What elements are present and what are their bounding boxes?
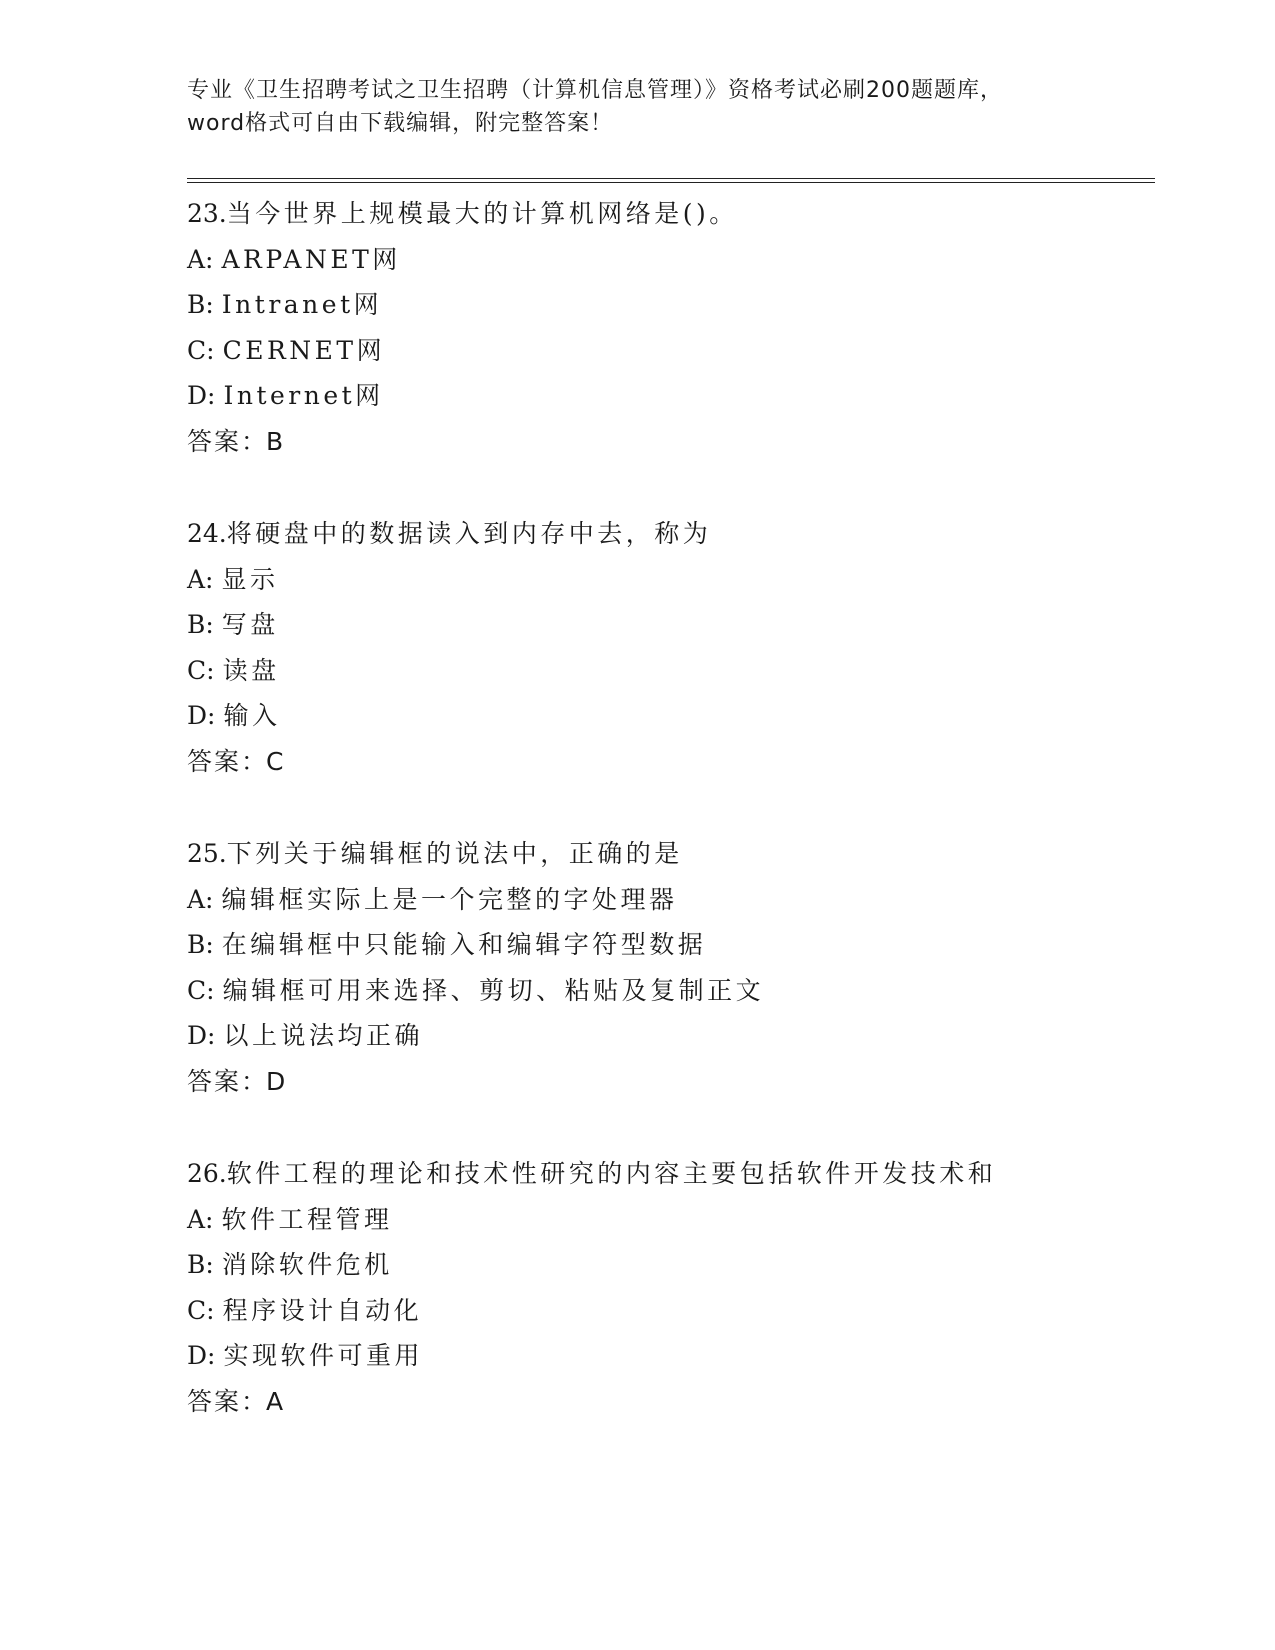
option-a — [187, 557, 1147, 603]
option-text: 输入 — [223, 701, 281, 730]
option-text: CERNET网 — [222, 335, 386, 365]
option-text: 编辑框实际上是一个完整的字处理器 — [221, 884, 678, 914]
option-c — [187, 328, 1147, 374]
answer-separator: ： — [241, 1066, 267, 1096]
question-text: 软件工程的理论和技术性研究的内容主要包括软件开发技术和 — [226, 1159, 997, 1188]
option-letter: C: — [187, 335, 215, 365]
option-text: 程序设计自动化 — [222, 1295, 423, 1325]
option-d — [187, 1333, 1147, 1379]
question-stem — [187, 511, 1147, 557]
answer-separator: ： — [241, 426, 267, 456]
option-b — [187, 282, 1147, 328]
option-c — [187, 968, 1147, 1014]
header-divider — [187, 178, 1155, 183]
option-letter: A: — [187, 244, 214, 274]
question-text: 将硬盘中的数据读入到内存中去，称为 — [226, 519, 712, 548]
option-text: Intranet网 — [221, 290, 383, 319]
option-c — [187, 1288, 1147, 1334]
question-26 — [187, 1151, 1147, 1471]
option-letter: A: — [187, 1204, 214, 1234]
option-text: 在编辑框中只能输入和编辑字符型数据 — [221, 930, 707, 959]
option-letter: D: — [187, 1021, 216, 1050]
answer-value: C — [266, 746, 284, 776]
option-c — [187, 648, 1147, 694]
option-text: ARPANET网 — [221, 244, 401, 274]
option-text: 读盘 — [222, 655, 280, 685]
answer-separator: ： — [241, 1386, 267, 1416]
answer-value: A — [266, 1386, 284, 1416]
option-letter: B: — [187, 290, 214, 319]
option-d — [187, 1013, 1147, 1059]
option-letter: A: — [187, 884, 214, 914]
option-letter: D: — [187, 1341, 216, 1370]
option-letter: D: — [187, 701, 216, 730]
answer-separator: ： — [241, 746, 267, 776]
option-letter: D: — [187, 381, 216, 410]
question-number: 26. — [187, 1159, 227, 1188]
option-text: 编辑框可用来选择、剪切、粘贴及复制正文 — [222, 975, 765, 1005]
question-list — [187, 191, 1147, 1471]
option-b — [187, 1242, 1147, 1288]
option-text: 软件工程管理 — [221, 1204, 393, 1234]
option-b — [187, 922, 1147, 968]
header-title-line-2: word格式可自由下载编辑，附完整答案！ — [187, 111, 614, 136]
answer-line — [187, 1379, 1147, 1425]
option-letter: B: — [187, 610, 214, 639]
question-stem — [187, 1151, 1147, 1197]
question-text: 当今世界上规模最大的计算机网络是()。 — [226, 199, 738, 228]
question-number: 24. — [187, 519, 227, 548]
question-number: 23. — [187, 199, 227, 228]
answer-line — [187, 739, 1147, 785]
document-header — [187, 74, 1087, 140]
question-25 — [187, 831, 1147, 1151]
option-letter: C: — [187, 655, 215, 685]
answer-line — [187, 1059, 1147, 1105]
option-text: 以上说法均正确 — [223, 1021, 423, 1050]
option-d — [187, 373, 1147, 419]
option-a — [187, 1197, 1147, 1243]
answer-value: B — [266, 426, 284, 456]
question-text: 下列关于编辑框的说法中，正确的是 — [226, 839, 683, 868]
question-stem — [187, 831, 1147, 877]
option-b — [187, 602, 1147, 648]
answer-label: 答案 — [187, 746, 242, 776]
answer-label: 答案 — [187, 1386, 242, 1416]
answer-label: 答案 — [187, 1066, 242, 1096]
header-title-line-1: 专业《卫生招聘考试之卫生招聘（计算机信息管理）》资格考试必刷200题题库， — [187, 78, 1003, 103]
option-letter: C: — [187, 975, 215, 1005]
option-text: 消除软件危机 — [221, 1250, 393, 1279]
question-stem — [187, 191, 1147, 237]
question-23 — [187, 191, 1147, 511]
option-letter: A: — [187, 564, 214, 594]
answer-line — [187, 419, 1147, 465]
question-24 — [187, 511, 1147, 831]
question-number: 25. — [187, 839, 227, 868]
option-text: Internet网 — [223, 381, 384, 410]
option-text: 写盘 — [221, 610, 279, 639]
option-a — [187, 237, 1147, 283]
option-text: 实现软件可重用 — [223, 1341, 423, 1370]
option-letter: B: — [187, 930, 214, 959]
option-letter: B: — [187, 1250, 214, 1279]
option-d — [187, 693, 1147, 739]
option-text: 显示 — [221, 564, 279, 594]
answer-label: 答案 — [187, 426, 242, 456]
option-letter: C: — [187, 1295, 215, 1325]
option-a — [187, 877, 1147, 923]
answer-value: D — [266, 1066, 286, 1096]
